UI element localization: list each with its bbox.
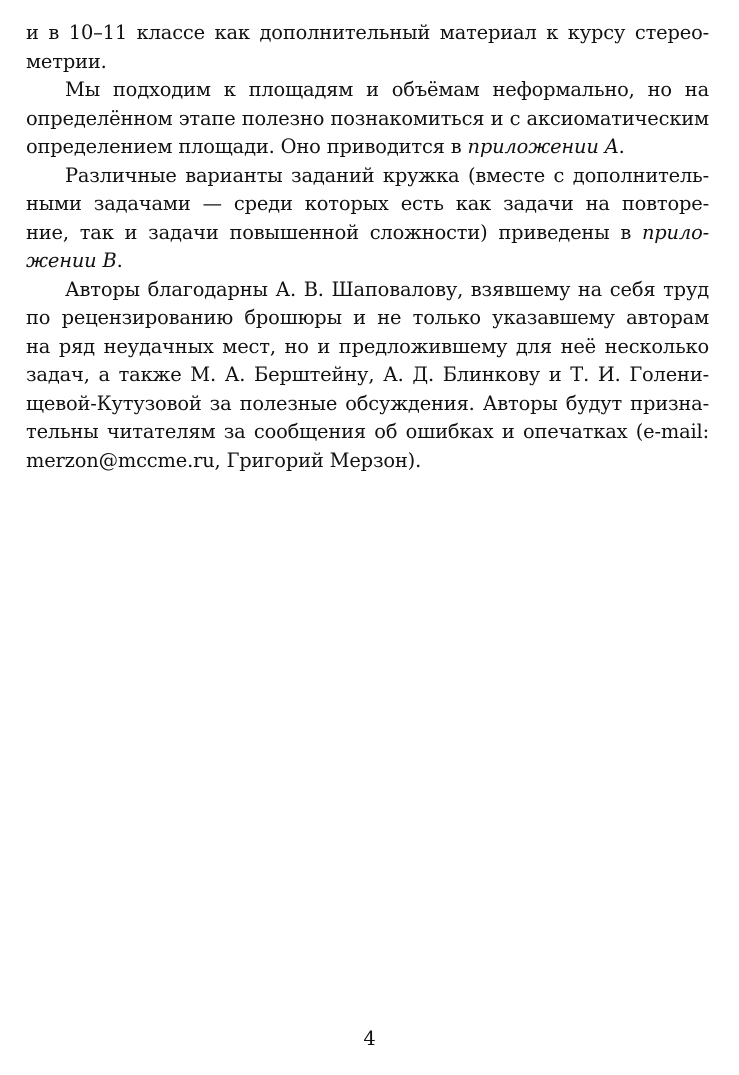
text-line (26, 190, 709, 219)
text-line (26, 105, 709, 134)
text-line (26, 447, 709, 476)
text-run: на ряд неудачных мест, но и предложившему для неё несколько (26, 334, 709, 358)
text-run: метрии. (26, 49, 107, 73)
paragraph (26, 19, 709, 76)
text-run: тельны читателям за сообщения об ошибках и опечатках (e-mail: (26, 420, 709, 443)
text-run: ными задачами — среди которых есть как задачи на повторе- (26, 192, 709, 215)
text-line (26, 247, 709, 276)
text-line (26, 361, 709, 390)
text-run: задач, а также М. А. Берштейну, А. Д. Блинкову и Т. И. Голени- (26, 363, 709, 386)
text-line (26, 276, 709, 305)
page-body (26, 19, 709, 475)
text-run: . (116, 249, 123, 272)
text-line (26, 304, 709, 333)
text-line (26, 219, 709, 248)
text-run: Авторы благодарны А. В. Шаповалову, взявшему на себя труд (65, 277, 709, 301)
italic-reference: приложении A (467, 135, 619, 158)
text-line (26, 48, 709, 77)
text-line (26, 333, 709, 362)
paragraph (26, 162, 709, 276)
italic-reference: прило- (641, 220, 709, 244)
text-line (26, 418, 709, 447)
text-line (26, 19, 709, 48)
text-run: . (618, 135, 625, 158)
paragraph (26, 276, 709, 476)
text-run: и в 10–11 классе как дополнительный материал к курсу стерео- (26, 21, 709, 44)
text-run: Различные варианты заданий кружка (вместе с дополнитель- (65, 163, 709, 187)
text-line (26, 162, 709, 191)
text-line (26, 133, 709, 162)
text-run: merzon@mccme.ru, Григорий Мерзон). (26, 448, 422, 472)
text-run: щевой-Кутузовой за полезные обсуждения. Авторы будут призна- (26, 391, 709, 415)
italic-reference: жении B (26, 249, 117, 272)
text-run: определением площади. Оно приводится в (26, 135, 468, 158)
text-run: ние, так и задачи повышенной сложности) приведены в (26, 220, 642, 244)
text-line (26, 76, 709, 105)
text-line (26, 390, 709, 419)
text-run: определённом этапе полезно познакомиться и с аксиоматическим (26, 106, 709, 130)
text-run: по рецензированию брошюры и не только указавшему авторам (26, 306, 709, 329)
page-number: 4 (363, 1027, 376, 1050)
paragraph (26, 76, 709, 162)
text-run: Мы подходим к площадям и объёмам неформально, но на (65, 78, 709, 101)
